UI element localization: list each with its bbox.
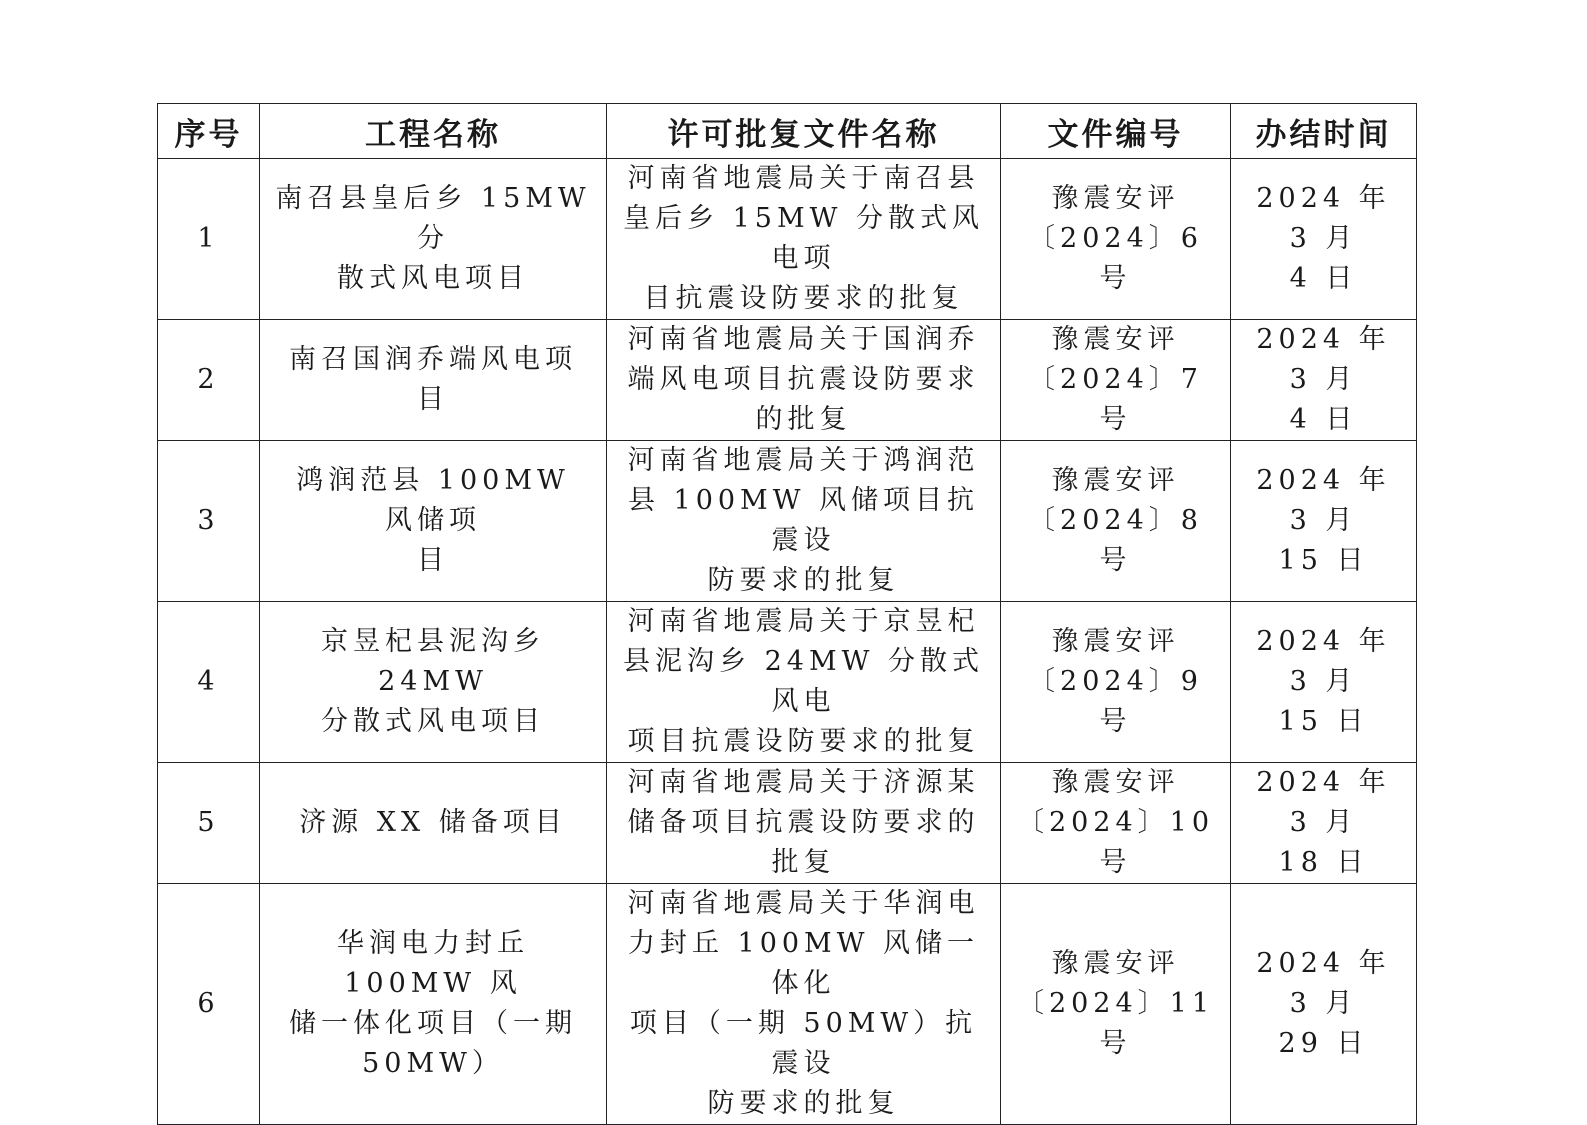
- serial-number-text: 4: [197, 666, 220, 697]
- document-number-text: 豫震安评 〔2024〕7 号: [1028, 324, 1203, 435]
- serial-number-text: 2: [197, 364, 220, 395]
- cell-document-name: [607, 884, 1001, 1125]
- cell-document-number: [1001, 159, 1231, 320]
- cell-serial-number: [158, 763, 260, 884]
- completion-date-text: 2024 年 3 月 18 日: [1256, 767, 1391, 878]
- cell-completion-date: [1231, 159, 1417, 320]
- project-name-text: 京昱杞县泥沟乡 24MW 分散式风电项目: [321, 626, 545, 737]
- cell-serial-number: [158, 159, 260, 320]
- cell-completion-date: [1231, 884, 1417, 1125]
- header-project-name: 工程名称: [260, 104, 607, 159]
- table-row: [158, 320, 1417, 441]
- cell-document-number: [1001, 884, 1231, 1125]
- cell-serial-number: [158, 441, 260, 602]
- document-number-text: 豫震安评 〔2024〕11 号: [1016, 948, 1215, 1059]
- project-name-text: 华润电力封丘 100MW 风 储一体化项目（一期 50MW）: [289, 928, 577, 1079]
- project-name-text: 南召县皇后乡 15MW 分 散式风电项目: [275, 183, 591, 294]
- project-name-text: 济源 XX 储备项目: [299, 807, 567, 838]
- document-number-text: 豫震安评 〔2024〕9 号: [1028, 626, 1203, 737]
- table-row: [158, 159, 1417, 320]
- cell-project-name: [260, 320, 607, 441]
- cell-document-number: [1001, 441, 1231, 602]
- document-name-text: 河南省地震局关于京昱杞 县泥沟乡 24MW 分散式风电 项目抗震设防要求的批复: [623, 606, 984, 757]
- completion-date-text: 2024 年 3 月 15 日: [1256, 626, 1391, 737]
- cell-document-name: [607, 320, 1001, 441]
- document-number-text: 豫震安评 〔2024〕6 号: [1028, 183, 1203, 294]
- approval-table: [157, 103, 1417, 1125]
- cell-serial-number: [158, 884, 260, 1125]
- cell-project-name: [260, 441, 607, 602]
- document-number-text: 豫震安评 〔2024〕10 号: [1016, 767, 1215, 878]
- cell-completion-date: [1231, 602, 1417, 763]
- document-name-text: 河南省地震局关于国润乔 端风电项目抗震设防要求 的批复: [627, 324, 980, 435]
- cell-document-name: [607, 602, 1001, 763]
- table-row: [158, 763, 1417, 884]
- serial-number-text: 3: [197, 505, 220, 536]
- header-approval-document-name: 许可批复文件名称: [607, 104, 1001, 159]
- cell-document-number: [1001, 763, 1231, 884]
- cell-serial-number: [158, 320, 260, 441]
- table-row: [158, 602, 1417, 763]
- cell-document-name: [607, 159, 1001, 320]
- cell-project-name: [260, 884, 607, 1125]
- cell-project-name: [260, 602, 607, 763]
- table-header-row: [158, 104, 1417, 159]
- document-number-text: 豫震安评 〔2024〕8 号: [1028, 465, 1203, 576]
- document-name-text: 河南省地震局关于南召县 皇后乡 15MW 分散式风电项 目抗震设防要求的批复: [623, 163, 984, 314]
- header-document-number: 文件编号: [1001, 104, 1231, 159]
- cell-project-name: [260, 159, 607, 320]
- completion-date-text: 2024 年 3 月 15 日: [1256, 465, 1391, 576]
- cell-completion-date: [1231, 763, 1417, 884]
- table-row: [158, 884, 1417, 1125]
- header-completion-date: 办结时间: [1231, 104, 1417, 159]
- cell-document-name: [607, 763, 1001, 884]
- document-name-text: 河南省地震局关于鸿润范 县 100MW 风储项目抗震设 防要求的批复: [627, 445, 980, 596]
- table-row: [158, 441, 1417, 602]
- document-name-text: 河南省地震局关于济源某 储备项目抗震设防要求的 批复: [627, 767, 980, 878]
- serial-number-text: 1: [197, 223, 220, 254]
- completion-date-text: 2024 年 3 月 29 日: [1256, 948, 1391, 1059]
- serial-number-text: 6: [197, 988, 220, 1019]
- cell-document-number: [1001, 320, 1231, 441]
- document-name-text: 河南省地震局关于华润电 力封丘 100MW 风储一体化 项目（一期 50MW）抗震设 防要求的批复: [627, 888, 980, 1119]
- cell-serial-number: [158, 602, 260, 763]
- project-name-text: 南召国润乔端风电项目: [289, 344, 577, 415]
- completion-date-text: 2024 年 3 月 4 日: [1256, 324, 1391, 435]
- cell-document-number: [1001, 602, 1231, 763]
- cell-document-name: [607, 441, 1001, 602]
- serial-number-text: 5: [197, 807, 220, 838]
- cell-completion-date: [1231, 320, 1417, 441]
- project-name-text: 鸿润范县 100MW 风储项 目: [296, 465, 570, 576]
- completion-date-text: 2024 年 3 月 4 日: [1256, 183, 1391, 294]
- cell-completion-date: [1231, 441, 1417, 602]
- cell-project-name: [260, 763, 607, 884]
- header-serial-number: 序号: [158, 104, 260, 159]
